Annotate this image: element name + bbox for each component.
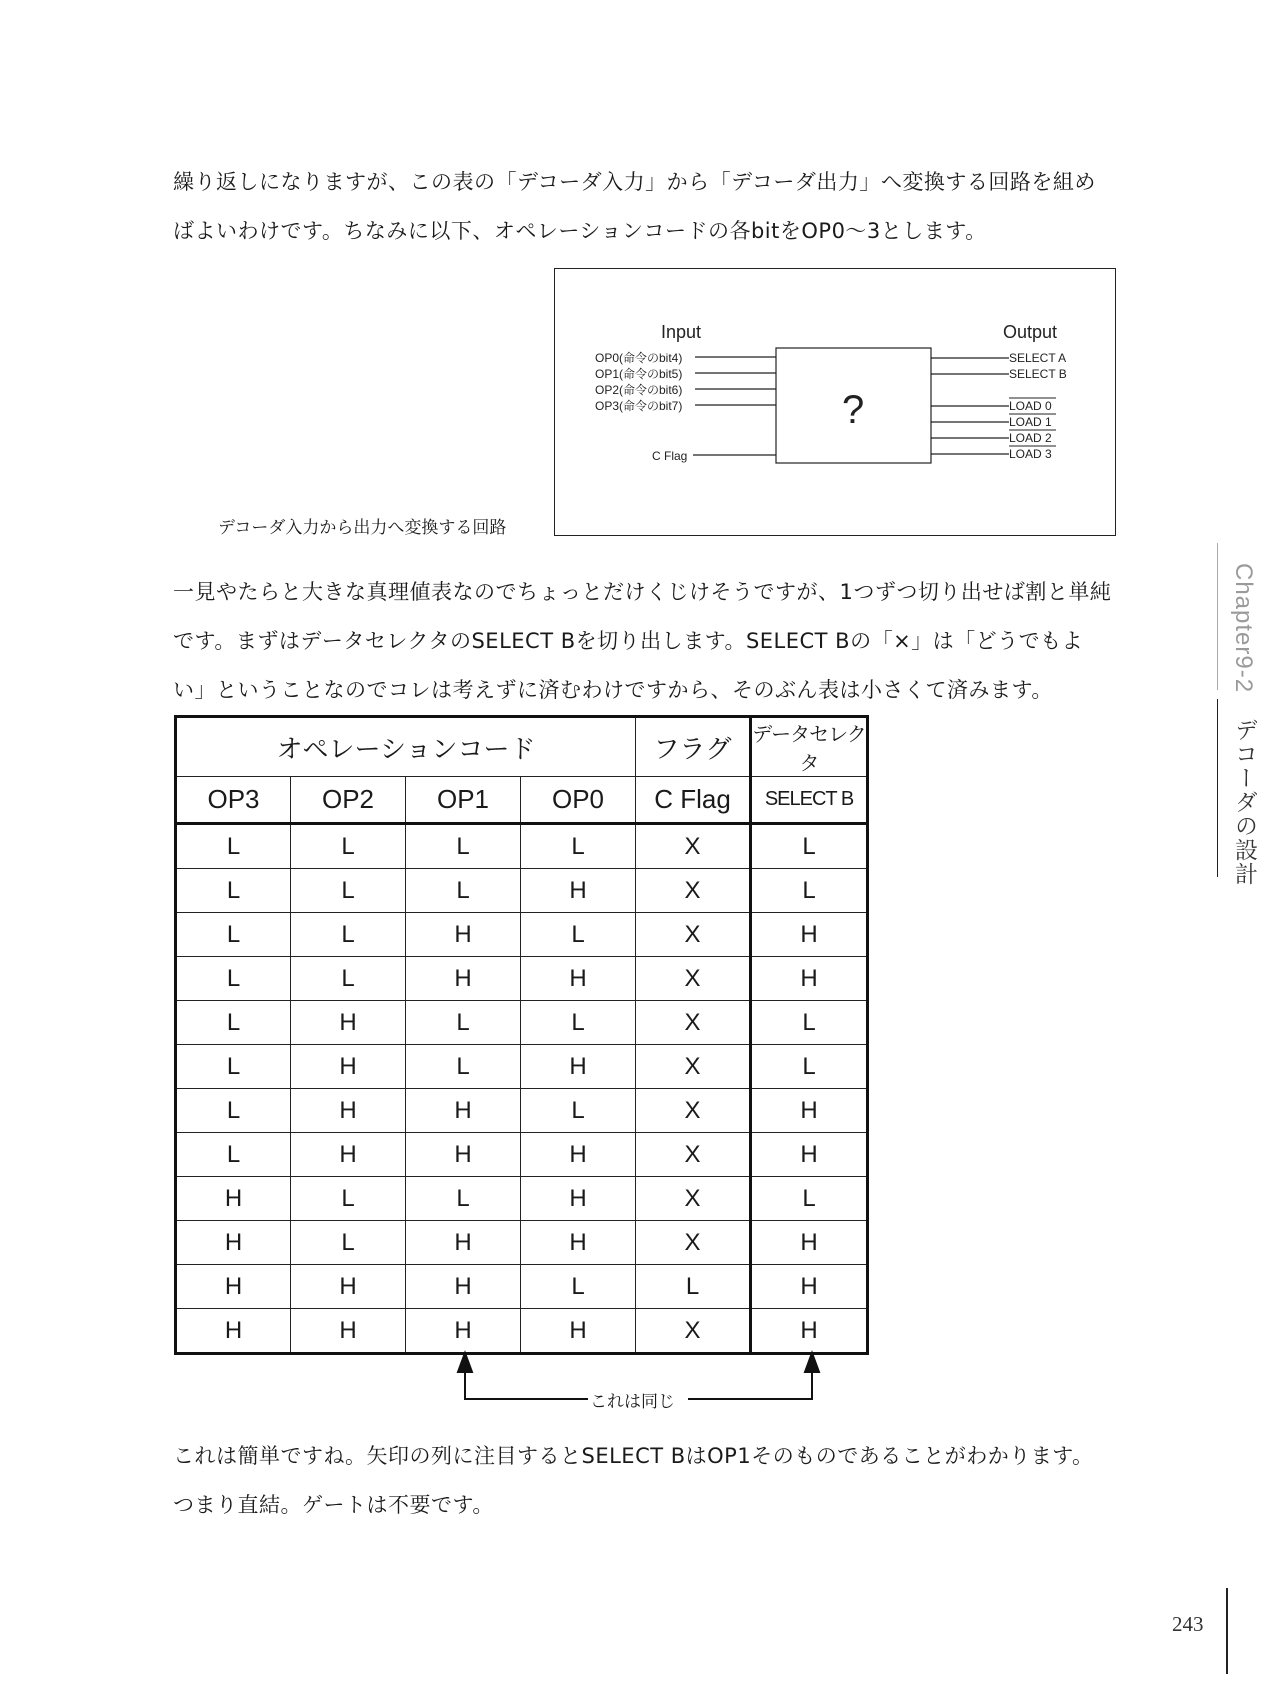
- table-row: [176, 1001, 868, 1045]
- input-op1-label: OP1(命令のbit5): [595, 367, 683, 381]
- column-header-op1: OP1: [406, 777, 521, 824]
- table-cell: H: [406, 1089, 521, 1133]
- table-cell: X: [636, 1309, 751, 1354]
- table-cell: L: [751, 1045, 868, 1089]
- table-body: [176, 824, 868, 1354]
- table-cell: L: [521, 1265, 636, 1309]
- group-header-opcode: オペレーションコード: [176, 717, 636, 777]
- table-cell: H: [521, 1309, 636, 1354]
- conclusion-line-1: これは簡単ですね。矢印の列に注目するとSELECT BはOP1そのものであることがわかります。: [173, 1444, 1094, 1468]
- input-op3-label: OP3(命令のbit7): [595, 399, 683, 413]
- table-cell: H: [291, 1265, 406, 1309]
- conclusion-line-2: つまり直結。ゲートは不要です。: [173, 1493, 494, 1517]
- intro-line-1: 繰り返しになりますが、この表の「デコーダ入力」から「デコーダ出力」へ変換する回路を組め: [173, 170, 1096, 194]
- table-cell: L: [176, 913, 291, 957]
- table-cell: H: [751, 1265, 868, 1309]
- table-cell: L: [521, 913, 636, 957]
- table-row: [176, 1089, 868, 1133]
- input-op0-label: OP0(命令のbit4): [595, 351, 683, 365]
- input-title: Input: [661, 322, 702, 342]
- output-title: Output: [1003, 322, 1058, 342]
- output-select-b-label: SELECT B: [1009, 367, 1067, 381]
- side-divider-bottom: [1217, 699, 1218, 877]
- table-cell: X: [636, 913, 751, 957]
- table-cell: H: [521, 869, 636, 913]
- intro-paragraph: [173, 158, 1133, 256]
- table-cell: L: [521, 1089, 636, 1133]
- table-cell: L: [751, 869, 868, 913]
- table-cell: L: [291, 1221, 406, 1265]
- middle-line-1: 一見やたらと大きな真理値表なのでちょっとだけくじけそうですが、1つずつ切り出せば割と単純: [173, 580, 1112, 604]
- table-row: [176, 1221, 868, 1265]
- table-cell: H: [751, 1133, 868, 1177]
- table-cell: L: [751, 824, 868, 869]
- table-row: [176, 1265, 868, 1309]
- table-cell: X: [636, 1089, 751, 1133]
- table-cell: L: [176, 1133, 291, 1177]
- output-load2-label: LOAD 2: [1009, 431, 1052, 445]
- middle-line-3: い」ということなのでコレは考えずに済むわけですから、そのぶん表は小さくて済みます。: [173, 678, 1053, 702]
- table-cell: X: [636, 1221, 751, 1265]
- table-cell: H: [751, 1221, 868, 1265]
- table-cell: L: [521, 824, 636, 869]
- table-cell: H: [291, 1089, 406, 1133]
- table-cell: H: [291, 1133, 406, 1177]
- table-cell: H: [406, 1309, 521, 1354]
- conclusion-paragraph: [173, 1432, 1133, 1530]
- table-row: [176, 1045, 868, 1089]
- page-number: 243: [1172, 1612, 1204, 1636]
- table-cell: L: [176, 1089, 291, 1133]
- table-row: [176, 1133, 868, 1177]
- side-divider-top: [1217, 543, 1218, 690]
- table-cell: X: [636, 1001, 751, 1045]
- table-row: [176, 957, 868, 1001]
- table-row: [176, 913, 868, 957]
- table-cell: L: [291, 957, 406, 1001]
- table-cell: H: [751, 913, 868, 957]
- table-cell: L: [406, 824, 521, 869]
- table-cell: L: [636, 1265, 751, 1309]
- table-cell: H: [751, 1089, 868, 1133]
- table-cell: L: [176, 1001, 291, 1045]
- table-cell: H: [521, 1045, 636, 1089]
- table-cell: H: [406, 957, 521, 1001]
- table-cell: L: [291, 913, 406, 957]
- table-cell: X: [636, 1045, 751, 1089]
- circuit-svg: [555, 269, 1117, 537]
- table-cell: H: [521, 957, 636, 1001]
- table-cell: L: [406, 1045, 521, 1089]
- table-row: [176, 869, 868, 913]
- table-cell: H: [291, 1309, 406, 1354]
- middle-line-2: です。まずはデータセレクタのSELECT Bを切り出します。SELECT Bの「×」は「どうでもよ: [173, 629, 1084, 653]
- page-number-rule: [1226, 1588, 1228, 1674]
- sidebar-section-title: デコーダの設計: [1231, 718, 1257, 886]
- column-header-op0: OP0: [521, 777, 636, 824]
- column-header-op2: OP2: [291, 777, 406, 824]
- column-header-cflag: C Flag: [636, 777, 751, 824]
- table-cell: X: [636, 1177, 751, 1221]
- table-cell: H: [291, 1045, 406, 1089]
- table-cell: L: [751, 1001, 868, 1045]
- output-load3-label: LOAD 3: [1009, 447, 1052, 461]
- group-header-flag: フラグ: [636, 717, 751, 777]
- group-header-selector: データセレクタ: [751, 717, 868, 777]
- table-cell: L: [406, 869, 521, 913]
- table-row: [176, 824, 868, 869]
- input-wires: [693, 357, 776, 455]
- table-cell: H: [406, 913, 521, 957]
- table-cell: H: [521, 1177, 636, 1221]
- table-cell: H: [291, 1001, 406, 1045]
- table-cell: H: [406, 1133, 521, 1177]
- unknown-symbol: ?: [842, 388, 865, 432]
- output-load0-label: LOAD 0: [1009, 399, 1052, 413]
- table-cell: X: [636, 869, 751, 913]
- table-cell: H: [176, 1221, 291, 1265]
- output-wires: [931, 358, 1009, 454]
- table-cell: H: [406, 1265, 521, 1309]
- table-cell: H: [176, 1177, 291, 1221]
- arrow-up-select-b-icon: [805, 1353, 819, 1372]
- table-cell: H: [521, 1133, 636, 1177]
- arrow-note: これは同じ: [588, 1387, 677, 1412]
- column-header-select-b: SELECT B: [751, 777, 868, 824]
- table-cell: X: [636, 824, 751, 869]
- column-header-op3: OP3: [176, 777, 291, 824]
- table-cell: X: [636, 1133, 751, 1177]
- table-cell: L: [291, 869, 406, 913]
- table-cell: H: [176, 1309, 291, 1354]
- table-cell: H: [751, 1309, 868, 1354]
- table-cell: H: [406, 1221, 521, 1265]
- input-op2-label: OP2(命令のbit6): [595, 383, 683, 397]
- table-cell: L: [176, 957, 291, 1001]
- table-cell: X: [636, 957, 751, 1001]
- truth-table: [174, 715, 869, 1355]
- table-cell: H: [176, 1265, 291, 1309]
- table-cell: L: [176, 1045, 291, 1089]
- table-cell: H: [751, 957, 868, 1001]
- diagram-caption: デコーダ入力から出力へ変換する回路: [218, 518, 507, 538]
- table-cell: L: [291, 824, 406, 869]
- output-select-a-label: SELECT A: [1009, 351, 1067, 365]
- sidebar-chapter-label: Chapter9-2: [1230, 563, 1257, 694]
- table-cell: L: [291, 1177, 406, 1221]
- table-cell: L: [406, 1001, 521, 1045]
- table-cell: L: [406, 1177, 521, 1221]
- middle-paragraph: [173, 568, 1133, 715]
- table-row: [176, 1177, 868, 1221]
- table-cell: L: [176, 869, 291, 913]
- table-row: [176, 1309, 868, 1354]
- circuit-diagram: [554, 268, 1116, 536]
- intro-line-2: ばよいわけです。ちなみに以下、オペレーションコードの各bitをOP0～3とします。: [173, 219, 987, 243]
- output-load1-label: LOAD 1: [1009, 415, 1052, 429]
- input-cflag-label: C Flag: [652, 449, 688, 463]
- table-cell: L: [521, 1001, 636, 1045]
- arrow-up-op1-icon: [458, 1353, 472, 1372]
- table-cell: L: [176, 824, 291, 869]
- table-cell: H: [521, 1221, 636, 1265]
- table-cell: L: [751, 1177, 868, 1221]
